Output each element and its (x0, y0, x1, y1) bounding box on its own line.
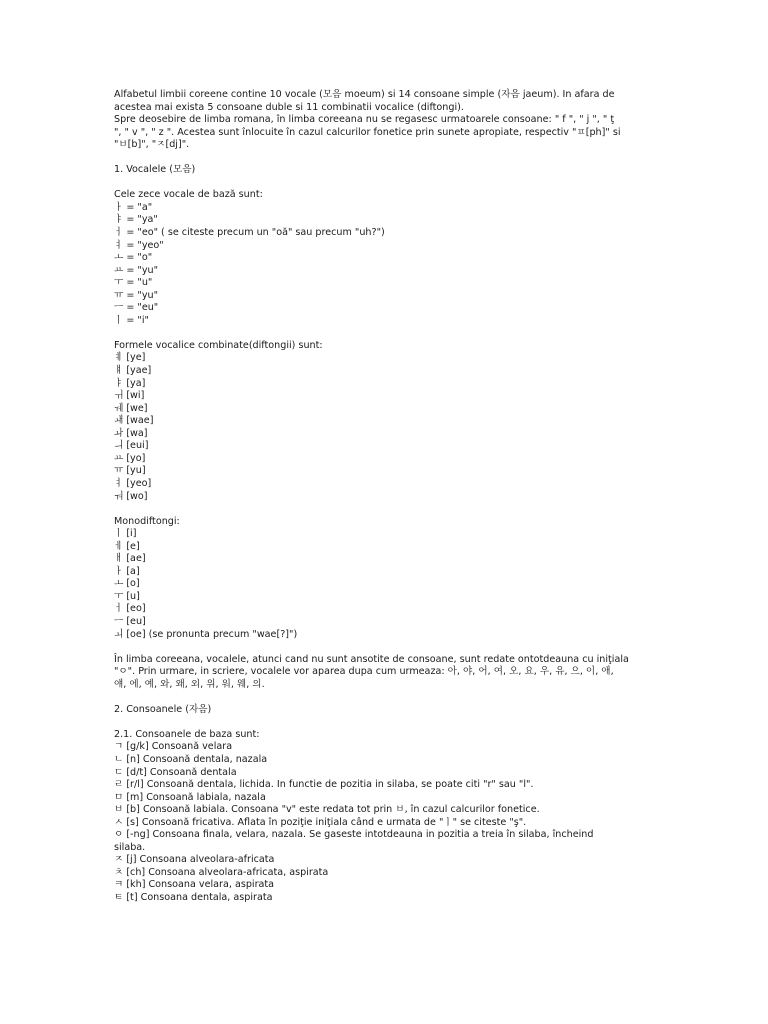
text-line: ㅇ [-ng] Consoana finala, velara, nazala. Se gaseste intotdeauna in pozitia a treia în silaba, încheind (114, 829, 594, 841)
text-line: Monodiftongi: (114, 515, 180, 527)
text-line: ㅢ [eui] (114, 440, 149, 452)
text-line: ㅠ = "yu" (114, 289, 158, 301)
text-line: ㅣ = "i" (114, 314, 149, 326)
blank-line (114, 716, 654, 729)
text-line: ㅂ [b] Consoană labiala. Consoana "v" este redata tot prin ㅂ, în cazul calcurilor fonetice. (114, 804, 540, 816)
blank-line (114, 177, 654, 190)
text-line: Spre deosebire de limba romana, în limba coreeana nu se regasesc urmatoarele consoane: " f ", " j ", " ţ (114, 114, 615, 126)
blank-line (114, 503, 654, 516)
text-line: ㅓ [eo] (114, 603, 146, 615)
text-line: ㅡ [eu] (114, 615, 146, 627)
text-line: "ㅂ[b]", "ㅈ[dj]". (114, 139, 190, 151)
text-line: ㅒ [yae] (114, 365, 152, 377)
text-line: ㅛ [yo] (114, 452, 146, 464)
document-body (114, 89, 654, 905)
text-line: Cele zece vocale de bază sunt: (114, 189, 263, 201)
text-line: ㅠ [yu] (114, 465, 146, 477)
text-line: ㅁ [m] Consoană labiala, nazala (114, 791, 266, 803)
text-line: În limba coreeana, vocalele, atunci cand nu sunt ansotite de consoane, sunt redate ontotdeauna cu iniţiala (114, 653, 629, 665)
text-line: ㄹ [r/l] Consoană dentala, lichida. In functie de pozitia in silaba, se poate citi "r" sau "l". (114, 779, 534, 791)
text-line: 2.1. Consoanele de baza sunt: (114, 728, 260, 740)
text-line: ㅏ [a] (114, 565, 140, 577)
text-line: ㅖ [ye] (114, 352, 146, 364)
text-line: ㅗ [o] (114, 578, 140, 590)
text-line: ㅅ [s] Consoană fricativa. Aflata în poziţie iniţiala când e urmata de "ㅣ" se citeste "ş". (114, 816, 527, 828)
text-line: ㅜ = "u" (114, 277, 153, 289)
text-line: 1. Vocalele (모음) (114, 164, 196, 176)
text-line: ㅕ = "yeo" (114, 239, 164, 251)
text-line: ㅕ [yeo] (114, 477, 152, 489)
text-line: ㅛ = "yu" (114, 264, 158, 276)
text-line: 2. Consoanele (자음) (114, 703, 212, 715)
text-line: ㅐ [ae] (114, 553, 146, 565)
text-line: ㅌ [t] Consoana dentala, aspirata (114, 892, 273, 903)
text-line: ㅣ [i] (114, 528, 137, 540)
text-line: 얘, 에, 예, 와, 왜, 외, 위, 워, 웨, 의. (114, 678, 265, 690)
text-line: ㅊ [ch] Consoana alveolara-africata, aspirata (114, 866, 329, 878)
text-line: ㅗ = "o" (114, 252, 153, 264)
text-line: ㅙ [wae] (114, 415, 154, 427)
text-line: ㅡ = "eu" (114, 302, 159, 314)
text-line: "ㅇ". Prin urmare, in scriere, vocalele vor aparea dupa cum urmeaza: 아, 야, 어, 여, 오, 요, 우, 유, 으, 이, 애, (114, 666, 614, 678)
text-line: ㅔ [e] (114, 540, 140, 552)
blank-line (114, 641, 654, 654)
text-line: ㅏ = "a" (114, 201, 153, 213)
text-line: ㅞ [we] (114, 402, 148, 414)
text-line: ㅘ [wa] (114, 427, 148, 439)
text-line: ㅋ [kh] Consoana velara, aspirata (114, 879, 275, 891)
text-line: Formele vocalice combinate(diftongii) sunt: (114, 339, 323, 351)
text-line: ㄷ [d/t] Consoană dentala (114, 766, 237, 778)
text-line: Alfabetul limbii coreene contine 10 vocale (모음 moeum) si 14 consoane simple (자음 jaeum). In afara de (114, 89, 615, 100)
blank-line (114, 327, 654, 340)
text-line: ㅚ [oe] (se pronunta precum "wae[?]") (114, 628, 298, 640)
text-line: ㅓ = "eo" ( se citeste precum un "oă" sau precum "uh?") (114, 227, 385, 239)
text-line: ㅈ [j] Consoana alveolara-africata (114, 854, 275, 866)
text-line: ㅑ = "ya" (114, 214, 158, 226)
blank-line (114, 152, 654, 165)
text-line: ㅟ [wi] (114, 390, 145, 402)
text-line: ㅜ [u] (114, 590, 140, 602)
text-line: ㅑ [ya] (114, 377, 146, 389)
text-line: acestea mai exista 5 consoane duble si 11 combinatii vocalice (diftongi). (114, 101, 464, 113)
text-line: ㄴ [n] Consoană dentala, nazala (114, 753, 268, 765)
blank-line (114, 691, 654, 704)
text-line: ㅝ [wo] (114, 490, 148, 502)
text-line: ", " v ", " z ". Acestea sunt înlocuite în cazul calcurilor fonetice prin sunete apropiate, respectiv "ㅍ[ph]" si (114, 126, 621, 138)
text-line: ㄱ [g/k] Consoană velara (114, 741, 233, 753)
text-line: silaba. (114, 841, 146, 853)
